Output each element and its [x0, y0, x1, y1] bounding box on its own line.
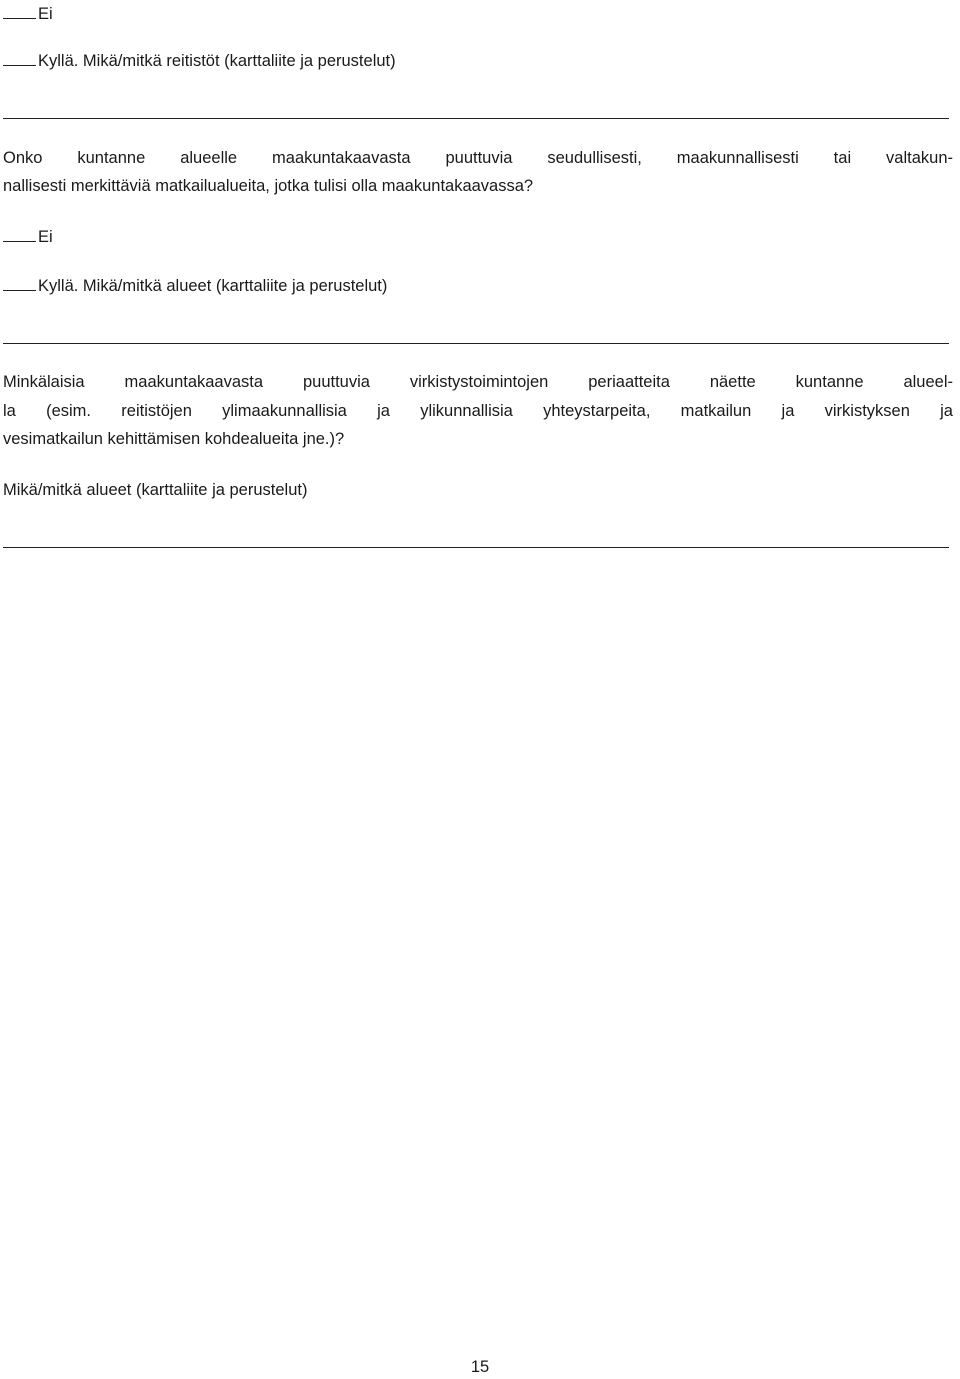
answer-blank[interactable]: [3, 225, 36, 242]
question-3-prompt: Mikä/mitkä alueet (karttaliite ja perustelut): [3, 481, 308, 499]
option-label: Kyllä. Mikä/mitkä alueet (karttaliite ja perustelut): [38, 277, 388, 295]
question-2-line-1: Onko kuntanne alueelle maakuntakaavasta puuttuvia seudullisesti, maakunnallisesti tai valtakun-: [3, 149, 953, 167]
option-label: Kyllä. Mikä/mitkä reitistöt (karttaliite ja perustelut): [38, 52, 396, 70]
option-yes-2[interactable]: [3, 274, 387, 297]
option-no-2[interactable]: [3, 225, 53, 248]
answer-blank[interactable]: [3, 2, 36, 19]
option-label: Ei: [38, 228, 53, 246]
page-number: 15: [470, 1358, 490, 1376]
option-label: Ei: [38, 5, 53, 23]
question-3-line-1: Minkälaisia maakuntakaavasta puuttuvia virkistystoimintojen periaatteita näette kuntanne alueel-: [3, 373, 953, 391]
answer-line-3[interactable]: [3, 547, 949, 548]
question-3-line-2: la (esim. reitistöjen ylimaakunnallisia ja ylikunnallisia yhteystarpeita, matkailun ja virkistyksen ja: [3, 402, 953, 420]
answer-blank[interactable]: [3, 49, 36, 66]
option-yes-1[interactable]: [3, 49, 396, 72]
answer-line-2[interactable]: [3, 343, 949, 344]
question-2-line-2: nallisesti merkittäviä matkailualueita, jotka tulisi olla maakuntakaavassa?: [3, 177, 534, 195]
answer-blank[interactable]: [3, 274, 36, 291]
option-no-1[interactable]: [3, 2, 53, 25]
question-3-line-3: vesimatkailun kehittämisen kohdealueita jne.)?: [3, 430, 345, 448]
answer-line-1[interactable]: [3, 118, 949, 119]
